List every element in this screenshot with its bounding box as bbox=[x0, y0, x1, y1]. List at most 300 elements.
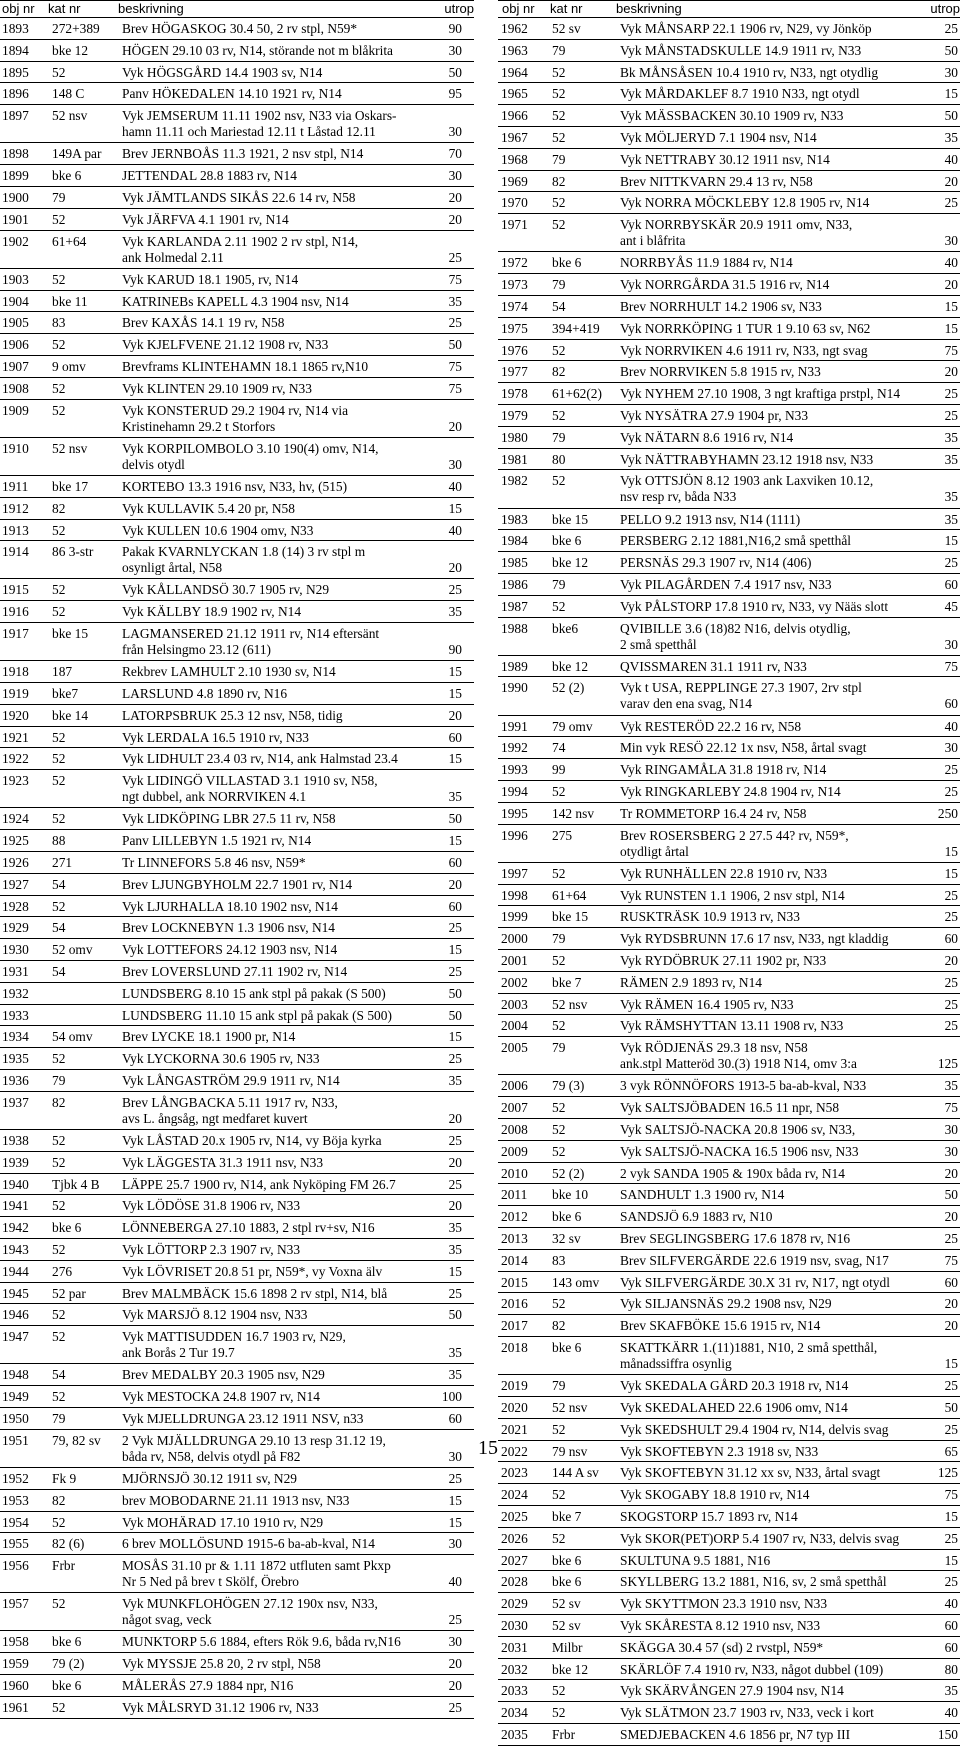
description-line: Bk MÅNSÅSEN 10.4 1910 rv, N33, ngt otydlig bbox=[620, 64, 879, 80]
description-line: 2 små spetthål bbox=[620, 636, 697, 652]
utrop-price: 75 bbox=[944, 658, 958, 674]
description-line: Vyk MÄSSBACKEN 30.10 1909 rv, N33 bbox=[620, 108, 844, 124]
utrop-price: 15 bbox=[448, 833, 462, 849]
description-line: Vyk NORRA MÖCKLEBY 12.8 1905 rv, N14 bbox=[620, 195, 870, 211]
obj-nr: 1987 bbox=[501, 598, 528, 614]
utrop-price: 25 bbox=[944, 195, 958, 211]
kat-nr: Frbr bbox=[52, 1558, 76, 1574]
obj-nr: 1959 bbox=[2, 1656, 29, 1672]
lot-row bbox=[0, 1364, 474, 1386]
obj-nr: 1957 bbox=[2, 1596, 29, 1612]
description-line: RUSKTRÄSK 10.9 1913 rv, N33 bbox=[620, 909, 800, 925]
kat-nr: 82 bbox=[552, 364, 566, 380]
lot-row bbox=[498, 803, 960, 825]
description bbox=[122, 86, 342, 102]
lot-row bbox=[498, 192, 960, 214]
description bbox=[620, 719, 801, 735]
description-line: Vyk KJELFVENE 21.12 1908 rv, N33 bbox=[122, 337, 329, 353]
obj-nr: 1951 bbox=[2, 1432, 29, 1448]
utrop-price: 20 bbox=[448, 560, 462, 576]
obj-nr: 1902 bbox=[2, 233, 29, 249]
description bbox=[122, 1596, 378, 1628]
description-line: Brev SKAFBÖKE 15.6 1915 rv, N14 bbox=[620, 1318, 821, 1334]
description bbox=[122, 833, 311, 849]
utrop-price: 25 bbox=[944, 1421, 958, 1437]
kat-nr: 74 bbox=[552, 740, 566, 756]
obj-nr: 2017 bbox=[501, 1318, 528, 1334]
utrop-price: 40 bbox=[448, 478, 462, 494]
utrop-price: 25 bbox=[448, 1612, 462, 1628]
kat-nr: 52 nsv bbox=[552, 996, 588, 1012]
utrop-price: 25 bbox=[448, 1132, 462, 1148]
description-line: Brev JERNBOÅS 11.3 1921, 2 nsv stpl, N14 bbox=[122, 146, 364, 162]
utrop-price: 50 bbox=[944, 1399, 958, 1415]
description bbox=[620, 599, 888, 615]
obj-nr: 1936 bbox=[2, 1073, 29, 1088]
kat-nr: 52 bbox=[52, 271, 66, 287]
description-line: Vyk RUNSTEN 1.1 1906, 2 nsv stpl, N14 bbox=[620, 887, 845, 903]
utrop-price: 60 bbox=[944, 1274, 958, 1290]
description bbox=[620, 1574, 887, 1590]
catalog-column-left bbox=[0, 0, 474, 1719]
description-line: Vyk LOTTEFORS 24.12 1903 nsv, N14 bbox=[122, 942, 338, 958]
obj-nr: 1930 bbox=[2, 942, 29, 958]
description-line: Vyk LYCKORNA 30.6 1905 rv, N33 bbox=[122, 1051, 320, 1067]
utrop-price: 60 bbox=[944, 576, 958, 592]
description bbox=[122, 1307, 308, 1323]
description bbox=[620, 659, 807, 675]
kat-nr: 52 bbox=[552, 598, 566, 614]
kat-nr: bke 17 bbox=[52, 478, 89, 494]
kat-nr: 52 bbox=[52, 751, 66, 767]
description-line: Vyk RYDÖBRUK 27.11 1902 pr, N33 bbox=[620, 953, 827, 969]
kat-nr: 99 bbox=[552, 762, 566, 778]
utrop-price: 35 bbox=[448, 1367, 462, 1383]
description-line: Vyk SALTSJÖ-NACKA 16.5 1906 nsv, N33 bbox=[620, 1143, 859, 1159]
description-line: PELLO 9.2 1913 nsv, N14 (1111) bbox=[620, 511, 801, 527]
obj-nr: 2012 bbox=[501, 1209, 528, 1225]
obj-nr: 2011 bbox=[501, 1187, 528, 1203]
description bbox=[122, 1242, 300, 1258]
description bbox=[122, 1558, 391, 1590]
kat-nr: 52 (2) bbox=[552, 680, 585, 696]
description bbox=[620, 1253, 889, 1269]
description-line: LÖNNEBERGA 27.10 1883, 2 stpl rv+sv, N16 bbox=[122, 1220, 375, 1236]
kat-nr: 276 bbox=[52, 1263, 73, 1279]
utrop-price: 20 bbox=[944, 1296, 958, 1312]
obj-nr: 2026 bbox=[501, 1530, 528, 1546]
beskrivning-header: beskrivning bbox=[616, 1, 682, 16]
kat-nr: bke 12 bbox=[552, 555, 589, 571]
lot-row bbox=[0, 83, 474, 105]
description bbox=[620, 997, 794, 1013]
utrop-price: 50 bbox=[448, 64, 462, 80]
lot-row bbox=[498, 383, 960, 405]
obj-nr-header: obj nr bbox=[502, 1, 535, 16]
obj-nr: 1991 bbox=[501, 718, 528, 734]
kat-nr: 52 bbox=[52, 380, 66, 396]
description-line: Brev LÅNGBACKA 5.11 1917 rv, N33, bbox=[122, 1094, 338, 1110]
description bbox=[122, 1389, 320, 1405]
description-line: SKULTUNA 9.5 1881, N16 bbox=[620, 1552, 771, 1568]
kat-nr: 52 bbox=[52, 337, 66, 353]
description bbox=[122, 920, 335, 936]
description bbox=[122, 1411, 363, 1427]
lot-row bbox=[0, 520, 474, 542]
obj-nr: 1949 bbox=[2, 1389, 29, 1405]
obj-nr: 1907 bbox=[2, 358, 29, 374]
obj-nr: 1918 bbox=[2, 664, 29, 680]
description bbox=[620, 680, 862, 712]
lot-row bbox=[498, 1550, 960, 1572]
lot-row bbox=[0, 1092, 474, 1130]
description bbox=[620, 1487, 809, 1503]
obj-nr: 1981 bbox=[501, 451, 528, 467]
description-line: hamn 11.11 och Mariestad 12.11 t Låstad 12.11 bbox=[122, 124, 376, 140]
lot-row bbox=[498, 214, 960, 252]
utrop-price: 35 bbox=[448, 789, 462, 805]
utrop-price: 60 bbox=[944, 696, 958, 712]
description bbox=[620, 784, 841, 800]
utrop-price: 20 bbox=[944, 1165, 958, 1181]
kat-nr: bke 6 bbox=[552, 533, 582, 549]
obj-nr: 2032 bbox=[501, 1661, 528, 1677]
lot-row bbox=[498, 361, 960, 383]
utrop-price: 25 bbox=[448, 249, 462, 265]
description bbox=[620, 1640, 823, 1656]
utrop-price: 35 bbox=[448, 604, 462, 620]
description-line: Vyk SKÄRVÅNGEN 27.9 1904 nsv, N14 bbox=[620, 1683, 844, 1699]
utrop-price: 60 bbox=[448, 855, 462, 871]
description bbox=[620, 343, 868, 359]
lot-row bbox=[0, 334, 474, 356]
kat-nr: 88 bbox=[52, 833, 66, 849]
lot-row bbox=[0, 601, 474, 623]
kat-nr: 52 bbox=[552, 1296, 566, 1312]
utrop-price: 35 bbox=[944, 511, 958, 527]
obj-nr: 1950 bbox=[2, 1410, 29, 1426]
kat-nr: 82 bbox=[52, 1094, 66, 1110]
lot-row bbox=[498, 1337, 960, 1375]
kat-nr: 52 bbox=[552, 1683, 566, 1699]
utrop-price: 100 bbox=[441, 1389, 462, 1405]
obj-nr: 2014 bbox=[501, 1252, 528, 1268]
lot-row bbox=[0, 830, 474, 852]
description bbox=[122, 1155, 323, 1171]
utrop-price: 25 bbox=[944, 386, 958, 402]
obj-nr: 1906 bbox=[2, 337, 29, 353]
obj-nr: 2009 bbox=[501, 1143, 528, 1159]
description-line: Vyk SILFVERGÄRDE 30.X 31 rv, N17, ngt otydl bbox=[620, 1274, 890, 1290]
beskrivning-header: beskrivning bbox=[118, 1, 184, 16]
lot-row bbox=[498, 656, 960, 678]
description-line: Vyk SKOFTEBYN 2.3 1918 sv, N33 bbox=[620, 1443, 819, 1459]
description-line: KORTEBO 13.3 1916 nsv, N33, hv, (515) bbox=[122, 478, 348, 494]
description-line: LAGMANSERED 21.12 1911 rv, N14 eftersänt bbox=[122, 626, 380, 642]
lot-row bbox=[498, 1141, 960, 1163]
obj-nr: 1894 bbox=[2, 42, 29, 58]
description-line: Nr 5 Ned på brev t Skölf, Örebro bbox=[122, 1574, 300, 1590]
lot-row bbox=[498, 618, 960, 656]
lot-row bbox=[0, 1304, 474, 1326]
obj-nr: 1937 bbox=[2, 1094, 29, 1110]
lot-row bbox=[498, 530, 960, 552]
description-line: 3 vyk RÖNNÖFORS 1913-5 ba-ab-kval, N33 bbox=[620, 1078, 867, 1094]
description bbox=[122, 899, 338, 915]
description bbox=[620, 1662, 883, 1678]
description-line: LATORPSBRUK 25.3 12 nsv, N58, tidig bbox=[122, 707, 343, 723]
utrop-price: 90 bbox=[448, 642, 462, 658]
description-line: Vyk SKEDSHULT 29.4 1904 rv, N14, delvis svag bbox=[620, 1421, 889, 1437]
obj-nr: 1972 bbox=[501, 255, 528, 271]
description bbox=[122, 1329, 346, 1361]
lot-row bbox=[498, 1462, 960, 1484]
description bbox=[122, 501, 295, 517]
lot-row bbox=[0, 1512, 474, 1534]
kat-nr: bke 11 bbox=[52, 293, 88, 309]
description-line: Vyk LIDINGÖ VILLASTAD 3.1 1910 sv, N58, bbox=[122, 773, 378, 789]
kat-nr: 52 bbox=[52, 1307, 66, 1323]
kat-nr: bke 15 bbox=[552, 511, 589, 527]
utrop-price: 30 bbox=[448, 456, 462, 472]
utrop-price: 25 bbox=[448, 964, 462, 980]
lot-row bbox=[498, 318, 960, 340]
kat-nr: 79 bbox=[552, 277, 566, 293]
obj-nr: 1964 bbox=[501, 64, 528, 80]
lot-row bbox=[498, 296, 960, 318]
kat-nr: 79 bbox=[552, 576, 566, 592]
kat-nr: 52 bbox=[552, 1100, 566, 1116]
description bbox=[122, 1220, 375, 1236]
obj-nr: 1971 bbox=[501, 217, 528, 233]
description-line: QVIBILLE 3.6 (18)82 N16, delvis otydlig, bbox=[620, 620, 851, 636]
utrop-price: 20 bbox=[448, 1198, 462, 1214]
lot-row bbox=[498, 149, 960, 171]
description bbox=[122, 234, 358, 266]
description bbox=[620, 1465, 880, 1481]
catalog-column-right bbox=[498, 0, 960, 1746]
lot-row bbox=[0, 852, 474, 874]
kat-nr: 79 bbox=[52, 1073, 66, 1088]
lot-row bbox=[498, 62, 960, 84]
lot-row bbox=[498, 340, 960, 362]
obj-nr: 2027 bbox=[501, 1552, 528, 1568]
kat-nr: 52 bbox=[52, 402, 66, 418]
description-line: Vyk PILAGÅRDEN 7.4 1917 nsv, N33 bbox=[620, 576, 832, 592]
description-line: delvis otydl bbox=[122, 456, 185, 472]
description-line: Vyk MESTOCKA 24.8 1907 rv, N14 bbox=[122, 1389, 320, 1405]
obj-nr: 1935 bbox=[2, 1051, 29, 1067]
lot-row bbox=[0, 1174, 474, 1196]
kat-nr: 52 bbox=[52, 522, 66, 538]
utrop-price: 15 bbox=[944, 1508, 958, 1524]
utrop-price: 40 bbox=[944, 1596, 958, 1612]
obj-nr: 1983 bbox=[501, 511, 528, 527]
description-line: QVISSMAREN 31.1 1911 rv, N33 bbox=[620, 658, 807, 674]
lot-row bbox=[0, 1533, 474, 1555]
utrop-price: 15 bbox=[448, 1514, 462, 1530]
utrop-price: 35 bbox=[448, 1073, 462, 1088]
description-line: Vyk JEMSERUM 11.11 1902 nsv, N33 via Oskars- bbox=[122, 108, 397, 124]
lot-row bbox=[0, 187, 474, 209]
obj-nr: 1974 bbox=[501, 298, 528, 314]
description-line: ngt dubbel, ank NORRVIKEN 4.1 bbox=[122, 789, 307, 805]
kat-nr: 394+419 bbox=[552, 320, 600, 336]
description-line: Vyk JÄMTLANDS SIKÅS 22.6 14 rv, N58 bbox=[122, 189, 356, 205]
kat-nr: 52 bbox=[52, 604, 66, 620]
lot-row bbox=[498, 1571, 960, 1593]
utrop-price: 25 bbox=[944, 974, 958, 990]
obj-nr: 1924 bbox=[2, 811, 29, 827]
kat-nr: 143 omv bbox=[552, 1274, 600, 1290]
obj-nr: 2015 bbox=[501, 1274, 528, 1290]
obj-nr: 1925 bbox=[2, 833, 29, 849]
obj-nr: 1962 bbox=[501, 21, 528, 36]
utrop-price: 15 bbox=[448, 686, 462, 702]
description-line: Brev SILFVERGÄRDE 22.6 1919 nsv, svag, N17 bbox=[620, 1252, 889, 1268]
description bbox=[620, 828, 849, 860]
kat-nr: bke 6 bbox=[552, 1339, 582, 1355]
description bbox=[620, 1618, 820, 1634]
utrop-price: 30 bbox=[448, 1634, 462, 1650]
obj-nr: 1915 bbox=[2, 582, 29, 598]
obj-nr: 1999 bbox=[501, 909, 528, 925]
lot-row bbox=[498, 1659, 960, 1681]
utrop-price: 30 bbox=[448, 42, 462, 58]
description-line: varav den ena svag, N14 bbox=[620, 696, 752, 712]
obj-nr: 1903 bbox=[2, 271, 29, 287]
description bbox=[620, 277, 829, 293]
lot-row bbox=[0, 1048, 474, 1070]
kat-nr: 54 bbox=[52, 920, 66, 936]
lot-row bbox=[0, 1195, 474, 1217]
obj-nr: 1952 bbox=[2, 1470, 29, 1486]
utrop-price: 30 bbox=[944, 636, 958, 652]
lot-row bbox=[0, 312, 474, 334]
description bbox=[122, 294, 349, 310]
utrop-price: 15 bbox=[944, 1552, 958, 1568]
description-line: Vyk LÄGGESTA 31.3 1911 nsv, N33 bbox=[122, 1154, 324, 1170]
utrop-price: 75 bbox=[944, 1487, 958, 1503]
utrop-price: 25 bbox=[944, 555, 958, 571]
kat-nr: 54 omv bbox=[52, 1029, 93, 1045]
page-number: 15 bbox=[478, 1437, 498, 1459]
description bbox=[620, 931, 888, 947]
description-line: Vyk KÄLLBY 18.9 1902 rv, N14 bbox=[122, 604, 302, 620]
description bbox=[122, 21, 357, 37]
obj-nr: 2021 bbox=[501, 1421, 528, 1437]
description bbox=[122, 708, 343, 724]
description-line: Vyk NETTRABY 30.12 1911 nsv, N14 bbox=[620, 151, 830, 167]
obj-nr: 1913 bbox=[2, 522, 29, 538]
description-line: KATRINEBs KAPELL 4.3 1904 nsv, N14 bbox=[122, 293, 349, 309]
lot-row bbox=[498, 83, 960, 105]
kat-nr: 148 C bbox=[52, 86, 85, 102]
obj-nr: 1984 bbox=[501, 533, 528, 549]
utrop-price: 25 bbox=[944, 909, 958, 925]
obj-nr: 2007 bbox=[501, 1100, 528, 1116]
description bbox=[620, 975, 762, 991]
description bbox=[620, 130, 817, 146]
description bbox=[122, 1073, 340, 1089]
kat-nr: Fk 9 bbox=[52, 1470, 77, 1486]
lot-row bbox=[0, 808, 474, 830]
kat-nr: 52 sv bbox=[552, 21, 581, 36]
lot-row bbox=[498, 737, 960, 759]
obj-nr: 1919 bbox=[2, 686, 29, 702]
kat-nr: 52 bbox=[552, 1421, 566, 1437]
utrop-price: 20 bbox=[944, 364, 958, 380]
lot-row bbox=[498, 928, 960, 950]
obj-nr: 2006 bbox=[501, 1078, 528, 1094]
utrop-price: 20 bbox=[448, 876, 462, 892]
description bbox=[620, 473, 873, 505]
utrop-price: 50 bbox=[448, 811, 462, 827]
description-line: Vyk MATTISUDDEN 16.7 1903 rv, N29, bbox=[122, 1329, 346, 1345]
kat-nr: Milbr bbox=[552, 1639, 583, 1655]
description-line: Vyk LJURHALLA 18.10 1902 nsv, N14 bbox=[122, 898, 338, 914]
utrop-price: 50 bbox=[448, 1007, 462, 1023]
lot-row bbox=[0, 209, 474, 231]
obj-nr: 1893 bbox=[2, 21, 29, 36]
lot-row bbox=[498, 1075, 960, 1097]
utrop-price: 15 bbox=[944, 865, 958, 881]
obj-nr: 1912 bbox=[2, 500, 29, 516]
utrop-price: 30 bbox=[944, 740, 958, 756]
description-line: Vyk KARLANDA 2.11 1902 2 rv stpl, N14, bbox=[122, 233, 359, 249]
lot-row bbox=[498, 1315, 960, 1337]
description bbox=[620, 364, 821, 380]
utrop-price: 75 bbox=[448, 380, 462, 396]
obj-nr: 1927 bbox=[2, 876, 29, 892]
description bbox=[122, 730, 309, 746]
description-line: Vyk MUNKFLOHÖGEN 27.12 190x nsv, N33, bbox=[122, 1596, 378, 1612]
lot-row bbox=[0, 1386, 474, 1408]
kat-nr: 79 (3) bbox=[552, 1078, 585, 1094]
kat-nr: 54 bbox=[52, 1367, 66, 1383]
obj-nr: 1985 bbox=[501, 555, 528, 571]
obj-nr: 1901 bbox=[2, 211, 29, 227]
kat-nr: 79 bbox=[552, 429, 566, 445]
obj-nr: 1910 bbox=[2, 440, 29, 456]
kat-nr: bke 14 bbox=[52, 707, 89, 723]
lot-row bbox=[0, 476, 474, 498]
utrop-price: 25 bbox=[448, 1470, 462, 1486]
utrop-price: 30 bbox=[448, 168, 462, 184]
description-line: Vyk SALTSJÖ-NACKA 20.8 1906 sv, N33, bbox=[620, 1122, 856, 1137]
obj-nr: 1973 bbox=[501, 277, 528, 293]
utrop-price: 70 bbox=[448, 146, 462, 162]
description bbox=[122, 877, 352, 893]
description-line: Pakak KVARNLYCKAN 1.8 (14) 3 rv stpl m bbox=[122, 544, 366, 560]
utrop-price: 25 bbox=[448, 582, 462, 598]
kat-nr: bke 12 bbox=[552, 1661, 589, 1677]
kat-nr: 52 bbox=[52, 898, 66, 914]
obj-nr: 2019 bbox=[501, 1378, 528, 1394]
description-line: Vyk LÖDÖSE 31.8 1906 rv, N33 bbox=[122, 1198, 301, 1214]
kat-nr: 82 bbox=[52, 1492, 66, 1508]
kat-nr: bke7 bbox=[52, 686, 79, 702]
description-line: Min vyk RESÖ 22.12 1x nsv, N58, årtal svagt bbox=[620, 740, 867, 756]
description-line: Vyk MJELLDRUNGA 23.12 1911 NSV, n33 bbox=[122, 1410, 364, 1426]
utrop-price: 90 bbox=[448, 21, 462, 36]
kat-nr: 52 bbox=[52, 1241, 66, 1257]
obj-nr: 1978 bbox=[501, 386, 528, 402]
description bbox=[122, 773, 378, 805]
kat-nr: 61+64 bbox=[52, 233, 87, 249]
obj-nr: 1968 bbox=[501, 151, 528, 167]
utrop-price: 25 bbox=[448, 1051, 462, 1067]
